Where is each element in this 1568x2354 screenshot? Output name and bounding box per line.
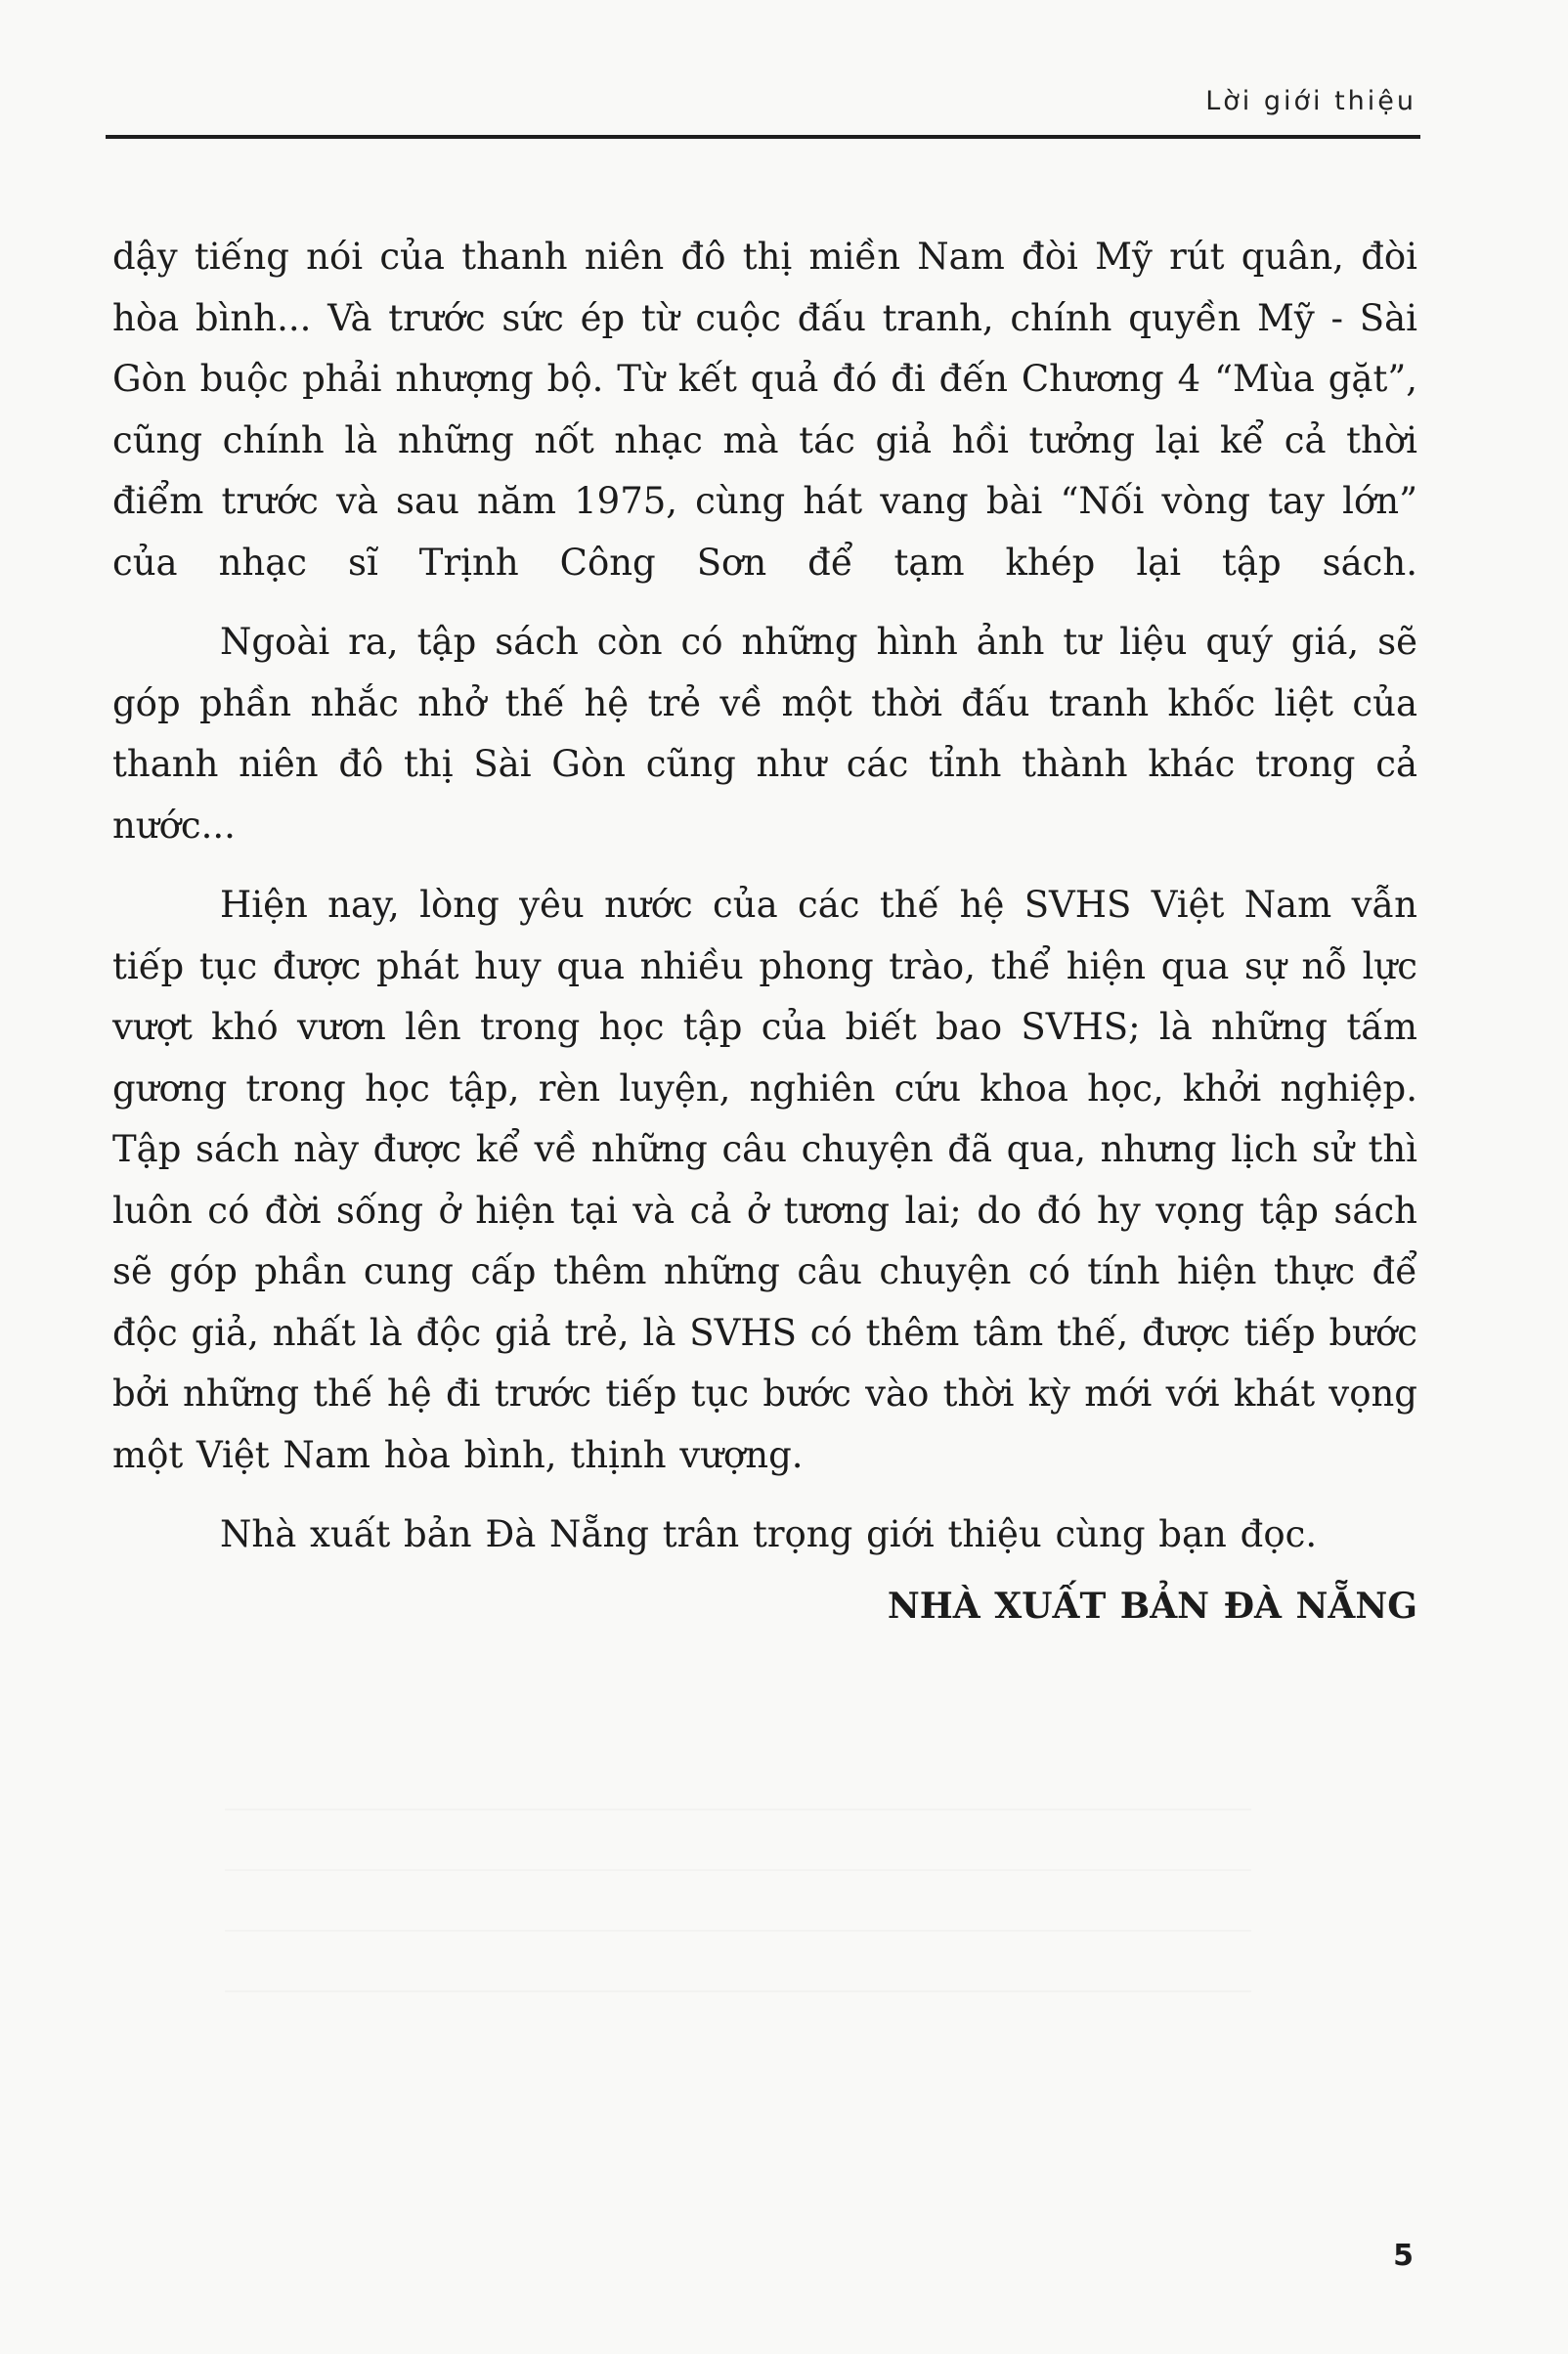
paragraph-3: Hiện nay, lòng yêu nước của các thế hệ SVHS Việt Nam vẫn tiếp tục được phát huy qua nhiều phong trào, thể hiện qua sự nỗ lực vượt khó vươn lên trong học tập của biết bao SVHS; là những tấm gương trong học tập, rèn luyện, nghiên cứu khoa học, khởi nghiệp. Tập sách này được kể về những câu chuyện đã qua, nhưng lịch sử thì luôn có đời sống ở hiện tại và cả ở tương lai; do đó hy vọng tập sách sẽ góp phần cung cấp thêm những câu chuyện có tính hiện thực để độc giả, nhất là độc giả trẻ, là SVHS có thêm tâm thế, được tiếp bước bởi những thế hệ đi trước tiếp tục bước vào thời kỳ mới với khát vọng một Việt Nam hòa bình, thịnh vượng. (112, 884, 1417, 1476)
header-rule (106, 135, 1420, 139)
page-number: 5 (1393, 2239, 1414, 2273)
page-body (112, 227, 1417, 1636)
running-header: Lời giới thiệu (1205, 86, 1416, 116)
paper-texture (225, 1869, 1251, 1871)
paper-texture (225, 1930, 1251, 1932)
paragraph-1: dậy tiếng nói của thanh niên đô thị miền Nam đòi Mỹ rút quân, đòi hòa bình... Và trước sức ép từ cuộc đấu tranh, chính quyền Mỹ - Sài Gòn buộc phải nhượng bộ. Từ kết quả đó đi đến Chương 4 “Mùa gặt”, cũng chính là những nốt nhạc mà tác giả hồi tưởng lại kể cả thời điểm trước và sau năm 1975, cùng hát vang bài “Nối vòng tay lớn” của nhạc sĩ Trịnh Công Sơn để tạm khép lại tập sách. (112, 236, 1417, 584)
publisher-signature: NHÀ XUẤT BẢN ĐÀ NẴNG (887, 1585, 1417, 1627)
paper-texture (225, 1990, 1251, 1992)
closing-line: Nhà xuất bản Đà Nẵng trân trọng giới thiệu cùng bạn đọc. (220, 1513, 1318, 1555)
paper-texture (225, 1809, 1251, 1810)
paragraph-2: Ngoài ra, tập sách còn có những hình ảnh tư liệu quý giá, sẽ góp phần nhắc nhở thế hệ trẻ về một thời đấu tranh khốc liệt của thanh niên đô thị Sài Gòn cũng như các tỉnh thành khác trong cả nước... (112, 621, 1417, 847)
